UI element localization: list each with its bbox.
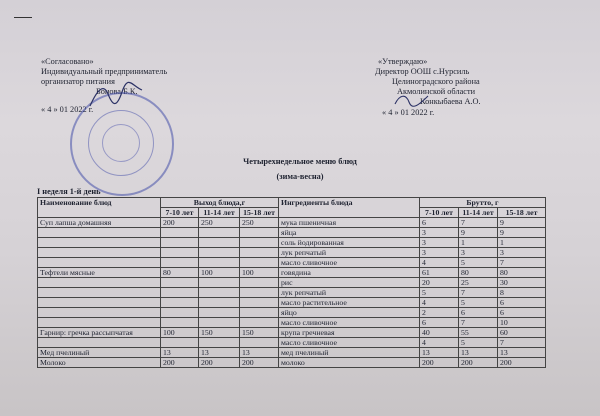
menu-title: Четырехнедельное меню блюд: [243, 157, 357, 166]
output-7-10-cell: [161, 308, 199, 318]
table-body: [38, 218, 546, 368]
output-7-10-cell: [161, 298, 199, 308]
ingredient-cell: яйцо: [279, 308, 420, 318]
output-7-10-cell: 13: [161, 348, 199, 358]
output-7-10-cell: 100: [161, 328, 199, 338]
menu-season: (зима-весна): [276, 172, 324, 181]
gross-7-10-cell: 3: [420, 238, 459, 248]
region-label: Акмолинской области: [397, 87, 476, 96]
ingredient-cell: масло растительное: [279, 298, 420, 308]
gross-11-14-cell: 5: [459, 298, 498, 308]
gross-15-18-cell: 6: [498, 308, 546, 318]
output-7-10-cell: 200: [161, 218, 199, 228]
gross-15-18-cell: 80: [498, 268, 546, 278]
gross-11-14-cell: 80: [459, 268, 498, 278]
ingredient-cell: лук репчатый: [279, 248, 420, 258]
output-11-14-cell: 150: [199, 328, 240, 338]
dish-name-cell: Суп лапша домашняя: [38, 218, 161, 228]
ingredient-cell: лук репчатый: [279, 288, 420, 298]
output-7-10-cell: [161, 248, 199, 258]
header-gross-age-2: 11-14 лет: [459, 208, 498, 218]
output-15-18-cell: [240, 278, 279, 288]
output-7-10-cell: [161, 228, 199, 238]
output-11-14-cell: [199, 288, 240, 298]
dish-name-cell: Тефтели мясные: [38, 268, 161, 278]
table-row: [38, 258, 546, 268]
ingredient-cell: мука пшеничная: [279, 218, 420, 228]
dish-name-cell: [38, 308, 161, 318]
gross-15-18-cell: 9: [498, 228, 546, 238]
output-11-14-cell: 100: [199, 268, 240, 278]
table-row: [38, 288, 546, 298]
left-date: « 4 » 01 2022 г.: [41, 105, 94, 114]
output-11-14-cell: [199, 258, 240, 268]
output-11-14-cell: [199, 318, 240, 328]
dish-name-cell: [38, 288, 161, 298]
gross-11-14-cell: 5: [459, 338, 498, 348]
gross-15-18-cell: 7: [498, 338, 546, 348]
output-11-14-cell: [199, 338, 240, 348]
ingredient-cell: масло сливочное: [279, 338, 420, 348]
table-row: [38, 338, 546, 348]
gross-11-14-cell: 7: [459, 218, 498, 228]
gross-7-10-cell: 20: [420, 278, 459, 288]
output-15-18-cell: [240, 308, 279, 318]
header-output-age-2: 11-14 лет: [199, 208, 240, 218]
approved-label: «Согласовано»: [41, 57, 94, 66]
director-label: Директор ООШ с.Нурсиль: [375, 67, 470, 76]
output-7-10-cell: [161, 288, 199, 298]
right-signature: [392, 90, 432, 110]
output-7-10-cell: [161, 238, 199, 248]
gross-15-18-cell: 60: [498, 328, 546, 338]
output-11-14-cell: [199, 308, 240, 318]
table-row: [38, 248, 546, 258]
output-11-14-cell: [199, 238, 240, 248]
left-signer-name: Бонова Б.К.: [96, 87, 138, 96]
gross-11-14-cell: 13: [459, 348, 498, 358]
gross-7-10-cell: 61: [420, 268, 459, 278]
ingredient-cell: крупа гречневая: [279, 328, 420, 338]
output-11-14-cell: 250: [199, 218, 240, 228]
gross-7-10-cell: 4: [420, 338, 459, 348]
dish-name-cell: Молоко: [38, 358, 161, 368]
table-row: [38, 218, 546, 228]
output-15-18-cell: 100: [240, 268, 279, 278]
dish-name-cell: [38, 228, 161, 238]
output-11-14-cell: 200: [199, 358, 240, 368]
output-7-10-cell: 200: [161, 358, 199, 368]
menu-table: [37, 197, 546, 368]
week-day-label: I неделя 1-й день: [37, 187, 101, 196]
output-7-10-cell: [161, 318, 199, 328]
dish-name-cell: [38, 248, 161, 258]
ingredient-cell: масло сливочное: [279, 258, 420, 268]
gross-7-10-cell: 2: [420, 308, 459, 318]
output-15-18-cell: 200: [240, 358, 279, 368]
gross-15-18-cell: 30: [498, 278, 546, 288]
output-7-10-cell: [161, 278, 199, 288]
dish-name-cell: [38, 278, 161, 288]
table-row: [38, 268, 546, 278]
table-row: [38, 348, 546, 358]
gross-11-14-cell: 9: [459, 228, 498, 238]
ingredient-cell: говядина: [279, 268, 420, 278]
output-11-14-cell: [199, 298, 240, 308]
gross-7-10-cell: 13: [420, 348, 459, 358]
gross-11-14-cell: 7: [459, 318, 498, 328]
output-7-10-cell: 80: [161, 268, 199, 278]
gross-7-10-cell: 6: [420, 318, 459, 328]
output-15-18-cell: [240, 298, 279, 308]
dish-name-cell: [38, 338, 161, 348]
header-gross-age-3: 15-18 лет: [498, 208, 546, 218]
table-row: [38, 308, 546, 318]
gross-7-10-cell: 4: [420, 298, 459, 308]
table-row: [38, 318, 546, 328]
gross-11-14-cell: 7: [459, 288, 498, 298]
gross-15-18-cell: 1: [498, 238, 546, 248]
gross-15-18-cell: 10: [498, 318, 546, 328]
gross-7-10-cell: 5: [420, 288, 459, 298]
table-row: [38, 328, 546, 338]
dish-name-cell: [38, 238, 161, 248]
dish-name-cell: Гарнир: гречка рассыпчатая: [38, 328, 161, 338]
output-11-14-cell: [199, 248, 240, 258]
gross-7-10-cell: 3: [420, 228, 459, 238]
table-row: [38, 358, 546, 368]
district-label: Целиноградского района: [392, 77, 480, 86]
table-row: [38, 238, 546, 248]
approve-label: «Утверждаю»: [378, 57, 428, 66]
gross-15-18-cell: 6: [498, 298, 546, 308]
output-15-18-cell: 150: [240, 328, 279, 338]
dish-name-cell: [38, 258, 161, 268]
gross-7-10-cell: 200: [420, 358, 459, 368]
gross-7-10-cell: 4: [420, 258, 459, 268]
left-signature: [86, 80, 146, 114]
gross-7-10-cell: 40: [420, 328, 459, 338]
top-rule: [14, 17, 32, 18]
header-gross: Брутто, г: [420, 198, 546, 208]
output-11-14-cell: [199, 228, 240, 238]
gross-15-18-cell: 200: [498, 358, 546, 368]
gross-11-14-cell: 55: [459, 328, 498, 338]
output-15-18-cell: [240, 248, 279, 258]
dish-name-cell: [38, 298, 161, 308]
gross-15-18-cell: 3: [498, 248, 546, 258]
entrepreneur-label: Индивидуальный предприниматель: [41, 67, 168, 76]
gross-15-18-cell: 13: [498, 348, 546, 358]
gross-11-14-cell: 5: [459, 258, 498, 268]
gross-15-18-cell: 7: [498, 258, 546, 268]
gross-7-10-cell: 6: [420, 218, 459, 228]
gross-15-18-cell: 9: [498, 218, 546, 228]
output-11-14-cell: [199, 278, 240, 288]
right-date: « 4 » 01 2022 г.: [382, 108, 435, 117]
ingredient-cell: масло сливочное: [279, 318, 420, 328]
output-15-18-cell: [240, 338, 279, 348]
header-output-age-1: 7-10 лет: [161, 208, 199, 218]
table-row: [38, 298, 546, 308]
header-dish: Наименование блюд: [38, 198, 161, 218]
table-header-row: [38, 198, 546, 208]
gross-11-14-cell: 200: [459, 358, 498, 368]
gross-15-18-cell: 8: [498, 288, 546, 298]
gross-11-14-cell: 3: [459, 248, 498, 258]
output-11-14-cell: 13: [199, 348, 240, 358]
output-7-10-cell: [161, 338, 199, 348]
output-15-18-cell: [240, 228, 279, 238]
gross-7-10-cell: 3: [420, 248, 459, 258]
ingredient-cell: соль йодированная: [279, 238, 420, 248]
header-ingredients: Ингредиенты блюда: [279, 198, 420, 218]
header-gross-age-1: 7-10 лет: [420, 208, 459, 218]
ingredient-cell: молоко: [279, 358, 420, 368]
gross-11-14-cell: 25: [459, 278, 498, 288]
table-row: [38, 278, 546, 288]
table-row: [38, 228, 546, 238]
gross-11-14-cell: 6: [459, 308, 498, 318]
output-15-18-cell: 13: [240, 348, 279, 358]
header-output: Выход блюда,г: [161, 198, 279, 208]
gross-11-14-cell: 1: [459, 238, 498, 248]
output-15-18-cell: [240, 318, 279, 328]
header-output-age-3: 15-18 лет: [240, 208, 279, 218]
ingredient-cell: яйца: [279, 228, 420, 238]
right-signer-name: Конкыбаева А.О.: [420, 97, 481, 106]
output-7-10-cell: [161, 258, 199, 268]
dish-name-cell: Мед пчелиный: [38, 348, 161, 358]
ingredient-cell: мед пчелиный: [279, 348, 420, 358]
organizer-label: организатор питания: [41, 77, 115, 86]
output-15-18-cell: [240, 258, 279, 268]
dish-name-cell: [38, 318, 161, 328]
output-15-18-cell: 250: [240, 218, 279, 228]
output-15-18-cell: [240, 238, 279, 248]
output-15-18-cell: [240, 288, 279, 298]
ingredient-cell: рис: [279, 278, 420, 288]
